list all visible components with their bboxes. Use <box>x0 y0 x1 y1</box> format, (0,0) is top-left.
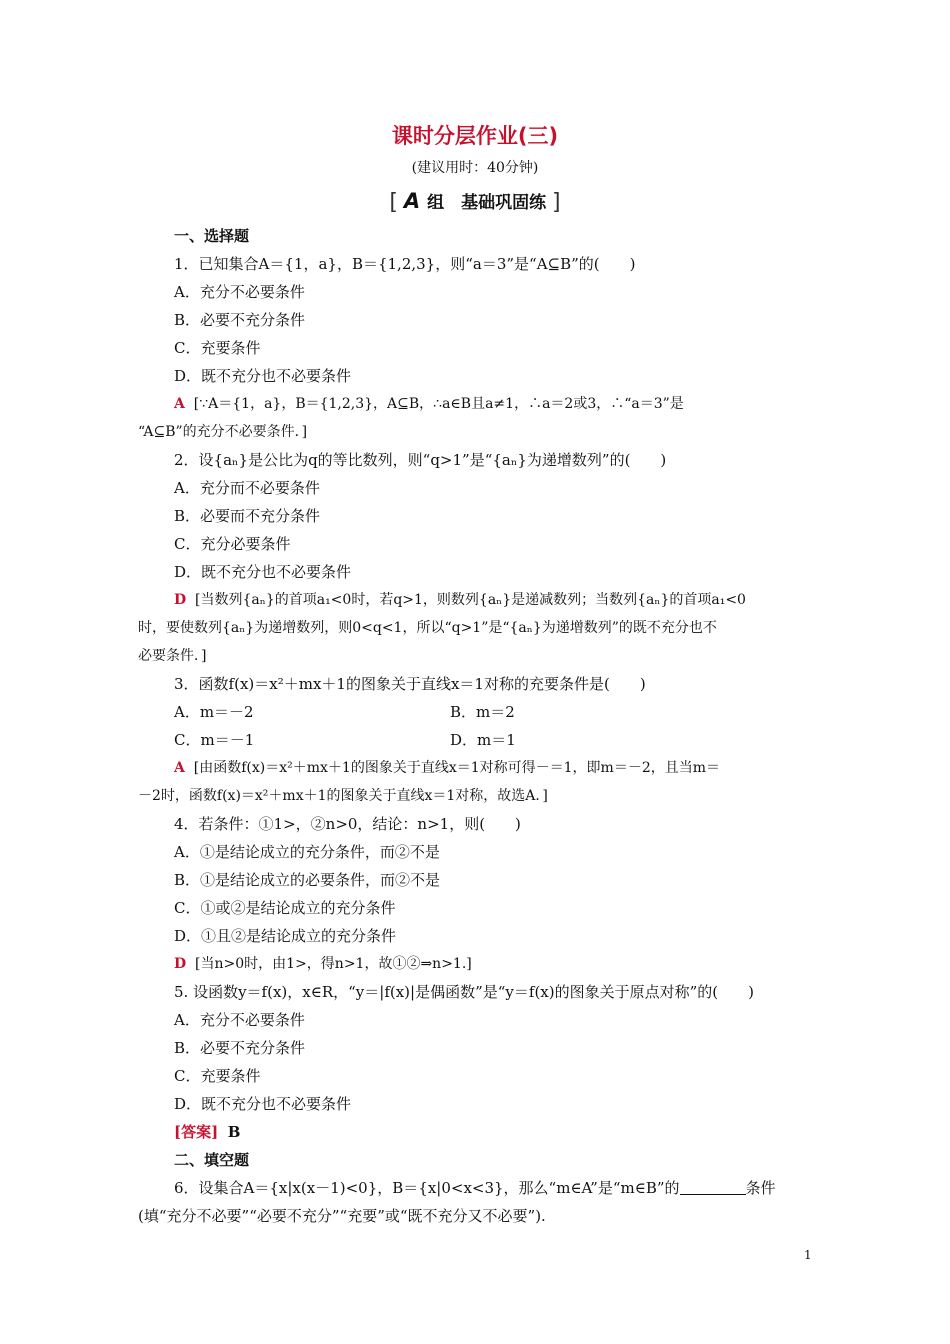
q4-option-a: A．①是结论成立的充分条件，而②不是 <box>174 843 440 861</box>
bracket-close: ] <box>552 190 561 215</box>
q3-stem: 3．函数f(x)＝x²＋mx＋1的图象关于直线x＝1对称的充要条件是( ) <box>174 675 646 693</box>
q1-answer: A <box>174 396 185 412</box>
q5-answer: B <box>227 1123 241 1141</box>
group-label: 组 基础巩固练 <box>427 193 547 213</box>
q2-option-c: C．充分必要条件 <box>174 535 291 553</box>
bracket-open: [ <box>389 190 398 215</box>
q5-stem: 5. 设函数y＝f(x)，x∈R，“y＝|f(x)|是偶函数”是“y＝f(x)的图象关于原点对称”的( ) <box>174 983 754 1001</box>
q3-option-b: B．m＝2 <box>450 703 515 721</box>
q4-solution-line1: [当n>0时，由1>，得n>1，故①②⇒n>1.] <box>195 956 472 972</box>
q5-option-a: A．充分不必要条件 <box>174 1011 305 1029</box>
q6-answer-blank[interactable] <box>680 1176 746 1195</box>
content <box>138 222 814 1230</box>
q3-options-row1 <box>138 698 814 726</box>
q3-option-c: C．m＝－1 <box>174 731 255 749</box>
q2-option-d: D．既不充分也不必要条件 <box>174 563 352 581</box>
q6-stem <box>138 1174 814 1202</box>
page-title: 课时分层作业(三) <box>391 124 559 148</box>
group-heading <box>0 188 950 215</box>
q4-option-c: C．①或②是结论成立的充分条件 <box>174 899 396 917</box>
q4-answer: D <box>174 956 187 972</box>
q3-solution-line2: －2时，函数f(x)＝x²＋mx＋1的图象关于直线x＝1对称，故选A．] <box>138 788 548 804</box>
q6-instruction: (填“充分不必要”“必要不充分”“充要”或“既不充分又不必要”). <box>138 1207 546 1225</box>
q4-solution <box>138 950 814 978</box>
q1-option-a: A．充分不必要条件 <box>174 283 305 301</box>
q3-answer: A <box>174 760 185 776</box>
q5-option-c: C．充要条件 <box>174 1067 261 1085</box>
group-letter: A <box>403 189 422 213</box>
q1-solution <box>138 390 814 418</box>
q5-option-d: D．既不充分也不必要条件 <box>174 1095 352 1113</box>
suggested-time: (建议用时：40分钟) <box>411 160 539 176</box>
section-choice-heading: 一、选择题 <box>174 227 250 245</box>
q4-option-b: B．①是结论成立的必要条件，而②不是 <box>174 871 441 889</box>
q1-solution-line2: “A⊆B”的充分不必要条件．] <box>138 424 308 440</box>
q6-stem-a: 6．设集合A＝{x|x(x－1)<0}，B＝{x|0<x<3}，那么“m∈A”是“m∈B”的 <box>174 1179 680 1197</box>
page-number: 1 <box>804 1248 812 1262</box>
q2-answer: D <box>174 592 187 608</box>
q3-option-d: D．m＝1 <box>450 731 516 749</box>
q3-option-a: A．m＝－2 <box>174 703 254 721</box>
q2-solution-line3: 必要条件．] <box>138 648 207 664</box>
q3-options-row2 <box>138 726 814 754</box>
q5-answer-tag: [答案] <box>174 1123 219 1141</box>
q2-solution <box>138 586 814 614</box>
q1-solution-line1: [∵A＝{1，a}，B＝{1,2,3}，A⊆B，∴a∈B且a≠1，∴a＝2或3，∴“a＝3”是 <box>193 396 684 412</box>
q2-option-b: B．必要而不充分条件 <box>174 507 321 525</box>
q3-solution <box>138 754 814 782</box>
q1-option-b: B．必要不充分条件 <box>174 311 306 329</box>
q1-stem: 1．已知集合A＝{1，a}，B＝{1,2,3}，则“a＝3”是“A⊆B”的( ) <box>174 255 636 273</box>
q4-option-d: D．①且②是结论成立的充分条件 <box>174 927 397 945</box>
q2-solution-line1: [当数列{aₙ}的首项a₁<0时，若q>1，则数列{aₙ}是递减数列；当数列{aₙ}的首项a₁<0 <box>195 592 746 608</box>
q5-option-b: B．必要不充分条件 <box>174 1039 306 1057</box>
q4-stem: 4．若条件：①1>，②n>0，结论：n>1，则( ) <box>174 815 521 833</box>
q1-option-d: D．既不充分也不必要条件 <box>174 367 352 385</box>
q3-solution-line1: [由函数f(x)＝x²＋mx＋1的图象关于直线x＝1对称可得－＝1，即m＝－2，且当m＝ <box>193 760 720 776</box>
section-fill-heading: 二、填空题 <box>174 1151 250 1169</box>
q6-stem-b: 条件 <box>745 1179 776 1197</box>
q2-option-a: A．充分而不必要条件 <box>174 479 320 497</box>
q1-option-c: C．充要条件 <box>174 339 261 357</box>
q2-stem: 2．设{aₙ}是公比为q的等比数列，则“q>1”是“{aₙ}为递增数列”的( ) <box>174 451 667 469</box>
q2-solution-line2: 时，要使数列{aₙ}为递增数列，则0<q<1，所以“q>1”是“{aₙ}为递增数列”的既不充分也不 <box>138 620 717 636</box>
q5-answer-line <box>138 1118 814 1146</box>
